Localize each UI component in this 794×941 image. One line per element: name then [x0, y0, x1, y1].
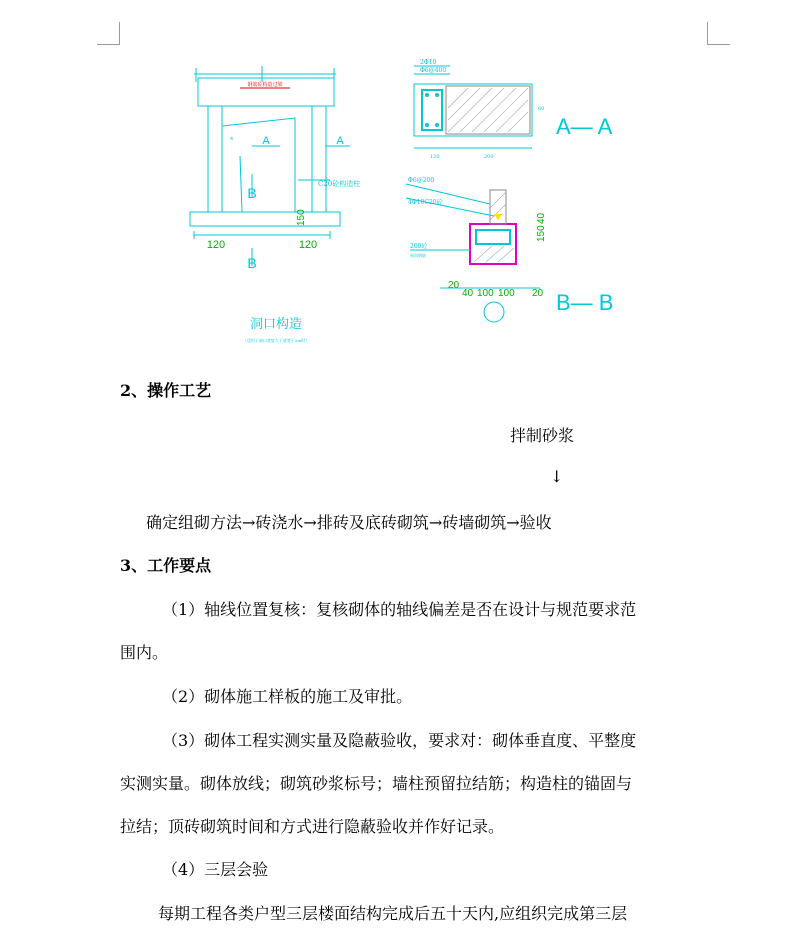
bb-note1: Φ6@200 — [408, 177, 435, 184]
point3-line1: （3）砌体工程实测实量及隐蔽验收，要求对：砌体垂直度、平整度 — [162, 731, 637, 750]
point4: （4）三层会验 — [162, 860, 269, 879]
bb-dim-bottom: 100 — [477, 288, 494, 299]
bb-dim-40: 40 — [536, 212, 547, 224]
section3-heading: 3、工作要点 — [120, 556, 212, 575]
bb-dim-bottom: 100 — [498, 288, 515, 299]
aa-dim-side: 60 — [538, 106, 545, 112]
drawing-caption: 洞口构造 — [249, 317, 303, 332]
page-corner-mark-top-left — [97, 22, 120, 45]
section2-heading: 2、操作工艺 — [120, 381, 212, 400]
flow-down-arrow: ↓ — [550, 467, 564, 486]
left-elevation — [190, 66, 350, 266]
point2: （2）砌体施工样板的施工及审批。 — [162, 687, 413, 706]
left-mark: 4 — [230, 136, 234, 142]
bb-note3: 200砼 — [410, 243, 428, 250]
dim-150-left: 150 — [296, 209, 307, 226]
section-label-a-left: A — [262, 135, 270, 147]
bb-note2: 4Φ10C20砼 — [408, 199, 443, 206]
aa-note-top1: 2Φ10 — [420, 59, 437, 66]
bb-dim-150: 150 — [536, 225, 547, 242]
drawing-sub-caption: （适用于洞口宽度大于或等于2m时） — [242, 338, 310, 343]
point3-line3: 拉结；顶砖砌筑时间和方式进行隐蔽验收并作好记录。 — [120, 817, 505, 836]
bb-dim-bottom: 20 — [532, 288, 544, 299]
section-bb-title: B— B — [556, 290, 614, 315]
lintel-note: 钢筋砼构造过梁 — [247, 82, 283, 88]
opening-construction-drawing — [180, 48, 650, 348]
aa-dim-right: 200 — [484, 154, 494, 160]
point3-line2: 实测实量。砌体放线；砌筑砂浆标号；墙柱预留拉结筋；构造柱的锚固与 — [120, 774, 633, 793]
section-aa-title: A— A — [556, 114, 613, 139]
flow-line: 确定组砌方法→砖浇水→排砖及底砖砌筑→砖墙砌筑→验收 — [146, 513, 552, 532]
section-label-b-lower: B — [247, 255, 257, 271]
aa-note-top2: Φ6@400 — [420, 67, 447, 74]
bb-dim-bottom: 40 — [462, 288, 474, 299]
aa-dim-left: 120 — [430, 154, 440, 160]
bb-dims-bottom — [448, 280, 544, 299]
flow-top-step: 拌制砂浆 — [510, 426, 575, 445]
dim-120-right: 120 — [298, 239, 318, 251]
section-aa — [414, 66, 532, 148]
section-label-b-upper: B — [247, 185, 257, 201]
point4-paragraph: 每期工程各类户型三层楼面结构完成后五十天内,应组织完成第三层 — [158, 904, 628, 923]
bb-dim-bottom: 20 — [448, 280, 460, 291]
column-note: C20砼构造柱 — [318, 180, 361, 188]
section-label-a-right: A — [336, 135, 344, 147]
point1-line1: （1）轴线位置复核：复核砌体的轴线偏差是否在设计与规范要求范 — [162, 600, 637, 619]
bb-note4: 预留钢筋 — [410, 253, 426, 258]
point1-line2: 围内。 — [120, 643, 169, 662]
page-corner-mark-top-right — [707, 22, 730, 45]
dim-120-left: 120 — [206, 239, 226, 251]
